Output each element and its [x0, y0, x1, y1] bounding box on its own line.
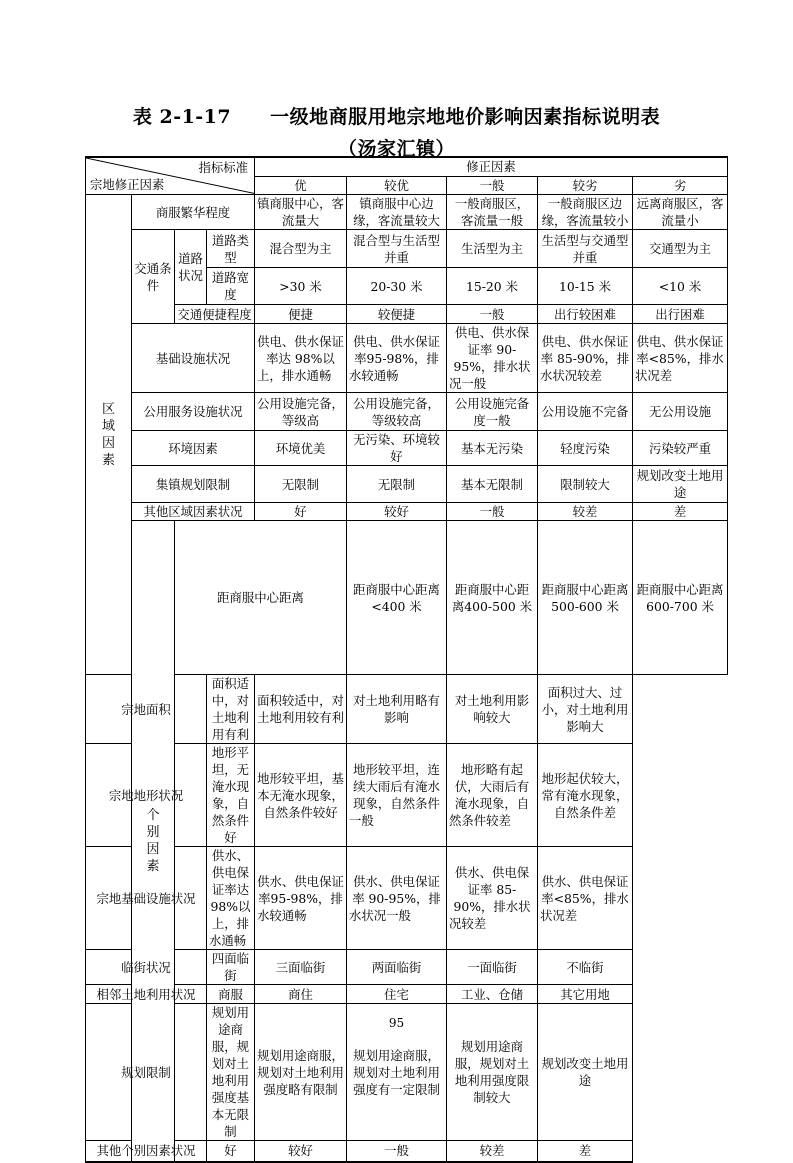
table-cell: 公用设施完备，等级高: [255, 393, 347, 431]
table-cell: 工业、仓储: [447, 985, 538, 1004]
table-cell: 无限制: [255, 466, 347, 503]
table-cell: 混合型与生活型并重: [347, 230, 447, 268]
table-cell: 限制较大: [538, 466, 633, 503]
table-cell: 无公用设施: [633, 393, 728, 431]
table-cell: 四面临街: [207, 950, 255, 985]
table-cell: 生活型为主: [447, 230, 538, 268]
table-cell: 供电、供水保证率 90-95%，排水状况一般: [447, 324, 538, 393]
table-cell: 镇商服中心边缘，客流量较大: [347, 195, 447, 230]
table-cell: 出行较困难: [538, 305, 633, 324]
table-cell: 距商服中心距离400-500 米: [447, 521, 538, 675]
table-cell: 其它用地: [538, 985, 633, 1004]
table-cell: 混合型为主: [255, 230, 347, 268]
table-cell: 对土地利用略有影响: [347, 675, 447, 744]
factor-name: 相邻土地利用状况: [86, 985, 207, 1004]
table-cell: 较便捷: [347, 305, 447, 324]
table-cell: 无污染、环境较好: [347, 431, 447, 466]
table-cell: >30 米: [255, 268, 347, 305]
table-cell: 规划用途商服，规划对土地利用强度有一定限制: [347, 1004, 447, 1141]
table-cell: 便捷: [255, 305, 347, 324]
factor-name: 规划限制: [86, 1004, 207, 1141]
table-cell: 两面临街: [347, 950, 447, 985]
factor-name: 距商服中心距离: [175, 521, 347, 675]
table-cell: 规划用途商服，规划对土地利用强度限制较大: [447, 1004, 538, 1141]
page-number: 95: [388, 1016, 405, 1030]
parcel-factor-label: 宗地修正因素: [90, 177, 165, 192]
table-cell: 规划用途商服，规划对土地利用强度略有限制: [255, 1004, 347, 1141]
table-cell: 供水、供电保证率达 98%以上，排水通畅: [207, 847, 255, 950]
table-cell: 一面临街: [447, 950, 538, 985]
table-cell: 公用设施完备度一般: [447, 393, 538, 431]
grade-header: 较优: [347, 176, 447, 195]
table-cell: 距商服中心距离 500-600 米: [538, 521, 633, 675]
table-cell: 规划改变土地用途: [633, 466, 728, 503]
table-cell: 远离商服区，客流量小: [633, 195, 728, 230]
table-cell: 不临街: [538, 950, 633, 985]
table-cell: 污染较严重: [633, 431, 728, 466]
table-cell: 交通型为主: [633, 230, 728, 268]
factor-name: 基础设施状况: [132, 324, 255, 393]
table-cell: 对土地利用影响较大: [447, 675, 538, 744]
table-cell: 供水、供电保证率<85%，排水状况差: [538, 847, 633, 950]
table-cell: 商服: [207, 985, 255, 1004]
individual-factors-label: 个 别 因 素: [132, 521, 175, 1162]
table-cell: 面积过大、过小，对土地利用影响大: [538, 675, 633, 744]
table-cell: 供电、供水保证率95-98%，排水较通畅: [347, 324, 447, 393]
table-cell: 较差: [538, 503, 633, 521]
factor-name: 道路类型: [207, 230, 255, 268]
traffic-conditions-label: 交通条件: [132, 230, 175, 324]
factor-name: 临街状况: [86, 950, 207, 985]
factor-name: 宗地面积: [86, 675, 207, 744]
table-cell: 15-20 米: [447, 268, 538, 305]
factor-table: [85, 156, 728, 1163]
table-cell: 生活型与交通型并重: [538, 230, 633, 268]
table-cell: 面积较适中，对土地利用较有利: [255, 675, 347, 744]
table-cell: 公用设施不完备: [538, 393, 633, 431]
table-cell: 供电、供水保证率达 98%以上，排水通畅: [255, 324, 347, 393]
table-cell: 较差: [447, 1141, 538, 1162]
factor-name: 集镇规划限制: [132, 466, 255, 503]
table-cell: 无限制: [347, 466, 447, 503]
table-cell: 好: [207, 1141, 255, 1162]
table-cell: 距商服中心距离<400 米: [347, 521, 447, 675]
table-cell: 商住: [255, 985, 347, 1004]
table-cell: 规划改变土地用途: [538, 1004, 633, 1141]
factor-name: 宗地基础设施状况: [86, 847, 207, 950]
correction-factors-header: 修正因素: [255, 157, 728, 176]
table-cell: 20-30 米: [347, 268, 447, 305]
table-cell: 地形平坦，无淹水现象，自然条件好: [207, 744, 255, 847]
table-cell: 镇商服中心，客流量大: [255, 195, 347, 230]
table-subtitle: （汤家汇镇）: [337, 138, 455, 160]
table-cell: 面积适中，对土地利用有利: [207, 675, 255, 744]
factor-name: 宗地地形状况: [86, 744, 207, 847]
factor-name: 道路宽度: [207, 268, 255, 305]
table-cell: 一般: [447, 503, 538, 521]
table-cell: 规划用途商服，规划对土地利用强度基本无限制: [207, 1004, 255, 1141]
table-cell: 较好: [347, 503, 447, 521]
table-cell: 公用设施完备，等级较高: [347, 393, 447, 431]
table-cell: 地形略有起伏，大雨后有淹水现象，自然条件较差: [447, 744, 538, 847]
factor-name: 其他个别因素状况: [86, 1141, 207, 1162]
factor-name: 交通便捷程度: [175, 305, 255, 324]
table-cell: 距商服中心距离 600-700 米: [633, 521, 728, 675]
table-cell: 供水、供电保证率 85-90%，排水状况较差: [447, 847, 538, 950]
grade-header: 劣: [633, 176, 728, 195]
table-cell: 差: [633, 503, 728, 521]
factor-name: 公用服务设施状况: [132, 393, 255, 431]
table-cell: 供水、供电保证率 90-95%，排水状况一般: [347, 847, 447, 950]
table-cell: 一般: [347, 1141, 447, 1162]
table-cell: 较好: [255, 1141, 347, 1162]
table-cell: 10-15 米: [538, 268, 633, 305]
table-cell: 出行困难: [633, 305, 728, 324]
table-cell: 三面临街: [255, 950, 347, 985]
table-cell: <10 米: [633, 268, 728, 305]
table-cell: 好: [255, 503, 347, 521]
table-cell: 一般商服区，客流量一般: [447, 195, 538, 230]
grade-header: 优: [255, 176, 347, 195]
table-cell: 差: [538, 1141, 633, 1162]
table-cell: 基本无污染: [447, 431, 538, 466]
table-cell: 一般商服区边缘，客流量较小: [538, 195, 633, 230]
factor-name: 环境因素: [132, 431, 255, 466]
factor-name: 商服繁华程度: [132, 195, 255, 230]
table-cell: 环境优美: [255, 431, 347, 466]
header-diagonal-cell: [86, 157, 255, 195]
table-cell: 基本无限制: [447, 466, 538, 503]
table-cell: 地形较平坦，连续大雨后有淹水现象，自然条件一般: [347, 744, 447, 847]
table-cell: 供电、供水保证率<85%，排水状况差: [633, 324, 728, 393]
table-cell: 一般: [447, 305, 538, 324]
road-status-label: 道路状况: [175, 230, 207, 305]
table-cell: 地形起伏较大，常有淹水现象，自然条件差: [538, 744, 633, 847]
factor-name: 其他区域因素状况: [132, 503, 255, 521]
grade-header: 较劣: [538, 176, 633, 195]
indicator-standard-label: 指标标准: [198, 160, 248, 175]
table-cell: 轻度污染: [538, 431, 633, 466]
table-cell: 供水、供电保证率95-98%，排水较通畅: [255, 847, 347, 950]
regional-factors-label: 区 域 因 素: [86, 195, 132, 675]
table-cell: 供电、供水保证率 85-90%，排水状况较差: [538, 324, 633, 393]
table-title: 表 2-1-17 一级地商服用地宗地地价影响因素指标说明表: [132, 106, 661, 128]
grade-header: 一般: [447, 176, 538, 195]
table-cell: 地形较平坦，基本无淹水现象，自然条件较好: [255, 744, 347, 847]
table-cell: 住宅: [347, 985, 447, 1004]
